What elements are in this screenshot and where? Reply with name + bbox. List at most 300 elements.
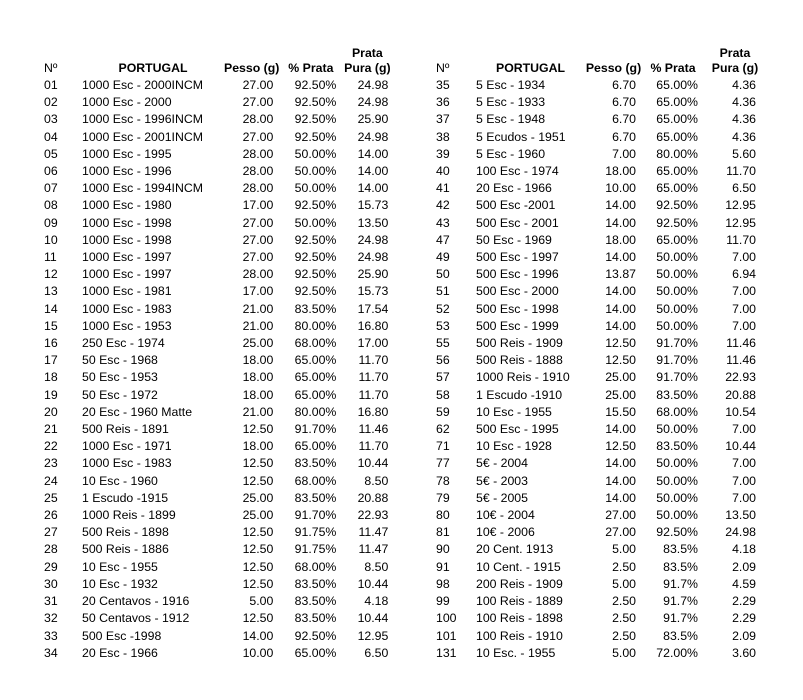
coin-number: 38 bbox=[436, 129, 450, 144]
coin-number: 10 bbox=[44, 232, 58, 247]
coin-weight: 5.00 bbox=[249, 594, 274, 609]
coin-weight: 18.00 bbox=[605, 232, 636, 247]
coin-name: 50 Esc - 1953 bbox=[82, 370, 158, 385]
coin-silver-percent: 92.50% bbox=[294, 198, 337, 213]
coin-pure-silver: 4.59 bbox=[732, 576, 756, 591]
coin-silver-percent: 83.50% bbox=[656, 439, 698, 454]
coin-silver-percent: 91.70% bbox=[656, 353, 698, 368]
coin-pure-silver: 8.50 bbox=[364, 473, 389, 488]
coin-number: 03 bbox=[44, 112, 58, 127]
coin-pure-silver: 7.00 bbox=[732, 456, 756, 471]
coin-weight: 18.00 bbox=[242, 353, 274, 368]
coin-pure-silver: 12.95 bbox=[725, 198, 756, 213]
coin-name: 1000 Reis - 1899 bbox=[82, 508, 176, 523]
table-row bbox=[436, 593, 766, 610]
table-row bbox=[436, 266, 766, 283]
coin-pure-silver: 14.00 bbox=[357, 164, 389, 179]
coin-weight: 14.00 bbox=[605, 284, 636, 299]
coin-weight: 14.00 bbox=[605, 422, 636, 437]
coin-name: 10 Esc - 1960 bbox=[82, 473, 158, 488]
coin-name: 500 Esc - 1999 bbox=[476, 318, 559, 333]
table-row bbox=[44, 610, 392, 627]
coin-silver-percent: 83.5% bbox=[663, 559, 698, 574]
coin-pure-silver: 8.50 bbox=[364, 559, 389, 574]
coin-name: 10 Esc - 1932 bbox=[82, 576, 158, 591]
table-row bbox=[436, 249, 766, 266]
coin-number: 51 bbox=[436, 284, 450, 299]
coin-silver-percent: 68.00% bbox=[294, 559, 337, 574]
coin-pure-silver: 4.36 bbox=[732, 112, 756, 127]
header-pure-silver bbox=[704, 42, 766, 77]
coin-name: 1 Escudo -1915 bbox=[82, 490, 169, 505]
coin-silver-percent: 50.00% bbox=[656, 422, 698, 437]
coin-weight: 14.00 bbox=[605, 301, 636, 316]
coin-number: 25 bbox=[44, 490, 58, 505]
coin-name: 1 Escudo -1910 bbox=[476, 387, 563, 402]
coin-silver-percent: 92.50% bbox=[656, 525, 698, 540]
coin-silver-percent: 91.70% bbox=[656, 336, 698, 351]
header-pure-silver-line2: Pura (g) bbox=[711, 61, 759, 75]
table-row bbox=[44, 232, 392, 249]
coin-number: 36 bbox=[436, 95, 450, 110]
coin-name: 10 Cent. - 1915 bbox=[476, 559, 561, 574]
coin-name: 500 Reis - 1898 bbox=[82, 525, 169, 540]
table-row bbox=[436, 576, 766, 593]
coin-name: 500 Reis - 1886 bbox=[82, 542, 169, 557]
coin-silver-percent: 92.50% bbox=[294, 267, 337, 282]
coin-number: 40 bbox=[436, 164, 450, 179]
coin-weight: 28.00 bbox=[242, 181, 274, 196]
coin-silver-percent: 83.50% bbox=[294, 456, 337, 471]
coin-weight: 18.00 bbox=[242, 370, 274, 385]
table-row bbox=[436, 438, 766, 455]
coin-number: 23 bbox=[44, 456, 58, 471]
coin-number: 52 bbox=[436, 301, 450, 316]
coin-name: 5 Esc - 1934 bbox=[476, 78, 546, 92]
coin-number: 16 bbox=[44, 336, 58, 351]
coin-name: 250 Esc - 1974 bbox=[82, 336, 165, 351]
coin-silver-percent: 65.00% bbox=[656, 164, 698, 179]
coin-table-left bbox=[44, 42, 392, 662]
table-row bbox=[44, 645, 392, 662]
coin-weight: 12.50 bbox=[605, 353, 636, 368]
coin-weight: 2.50 bbox=[612, 628, 636, 643]
coin-number: 01 bbox=[44, 78, 58, 92]
coin-silver-percent: 65.00% bbox=[294, 645, 337, 660]
coin-name: 5 Ecudos - 1951 bbox=[476, 129, 566, 144]
coin-name: 100 Reis - 1910 bbox=[476, 628, 563, 643]
coin-pure-silver: 2.09 bbox=[732, 628, 756, 643]
coin-number: 29 bbox=[44, 559, 58, 574]
coin-number: 35 bbox=[436, 78, 450, 92]
table-row bbox=[436, 610, 766, 627]
coin-pure-silver: 4.36 bbox=[732, 78, 756, 92]
coin-number: 14 bbox=[44, 301, 58, 316]
table-row bbox=[436, 318, 766, 335]
coin-weight: 27.00 bbox=[242, 250, 274, 265]
coin-silver-percent: 92.50% bbox=[294, 129, 337, 144]
coin-silver-percent: 68.00% bbox=[294, 473, 337, 488]
coin-number: 13 bbox=[44, 284, 58, 299]
table-row bbox=[44, 283, 392, 300]
coin-number: 53 bbox=[436, 318, 450, 333]
table-row bbox=[44, 146, 392, 163]
coin-weight: 25.00 bbox=[605, 387, 636, 402]
coin-pure-silver: 7.00 bbox=[732, 422, 756, 437]
coin-pure-silver: 5.60 bbox=[732, 146, 756, 161]
coin-silver-percent: 50.00% bbox=[294, 215, 337, 230]
coin-number: 27 bbox=[44, 525, 58, 540]
coin-weight: 25.00 bbox=[242, 490, 274, 505]
coin-number: 22 bbox=[44, 439, 58, 454]
coin-weight: 14.00 bbox=[605, 198, 636, 213]
coin-weight: 12.50 bbox=[242, 576, 274, 591]
coin-silver-percent: 83.50% bbox=[294, 576, 337, 591]
coin-weight: 5.00 bbox=[612, 576, 636, 591]
coin-silver-percent: 91.75% bbox=[294, 525, 337, 540]
table-row bbox=[436, 559, 766, 576]
coin-number: 12 bbox=[44, 267, 58, 282]
table-row bbox=[436, 473, 766, 490]
coin-silver-percent: 91.70% bbox=[294, 508, 337, 523]
table-row bbox=[44, 628, 392, 645]
coin-pure-silver: 4.36 bbox=[732, 129, 756, 144]
coin-pure-silver: 7.00 bbox=[732, 318, 756, 333]
coin-weight: 6.70 bbox=[612, 78, 636, 92]
coin-number: 77 bbox=[436, 456, 450, 471]
coin-silver-percent: 92.50% bbox=[294, 95, 337, 110]
coin-silver-percent: 65.00% bbox=[656, 181, 698, 196]
coin-silver-percent: 80.00% bbox=[294, 318, 337, 333]
coin-number: 09 bbox=[44, 215, 58, 230]
coin-number: 49 bbox=[436, 250, 450, 265]
coin-number: 17 bbox=[44, 353, 58, 368]
coin-pure-silver: 7.00 bbox=[732, 284, 756, 299]
coin-pure-silver: 2.29 bbox=[732, 611, 756, 626]
table-row bbox=[436, 94, 766, 111]
table-row bbox=[44, 404, 392, 421]
coin-silver-percent: 92.50% bbox=[656, 198, 698, 213]
coin-weight: 14.00 bbox=[605, 456, 636, 471]
coin-weight: 14.00 bbox=[605, 250, 636, 265]
coin-name: 1000 Esc - 2000INCM bbox=[82, 78, 203, 92]
coin-weight: 27.00 bbox=[605, 525, 636, 540]
coin-number: 24 bbox=[44, 473, 58, 488]
coin-pure-silver: 11.46 bbox=[726, 353, 756, 368]
coin-name: 1000 Esc - 2001INCM bbox=[82, 129, 203, 144]
coin-silver-percent: 91.7% bbox=[663, 594, 698, 609]
coin-name: 500 Reis - 1909 bbox=[476, 336, 563, 351]
coin-name: 500 Reis - 1888 bbox=[476, 353, 563, 368]
header-row bbox=[436, 42, 766, 77]
coin-pure-silver: 4.18 bbox=[732, 542, 756, 557]
header-pure-silver bbox=[342, 42, 392, 77]
coin-number: 06 bbox=[44, 164, 58, 179]
table-row bbox=[44, 455, 392, 472]
coin-name: 500 Esc - 1995 bbox=[476, 422, 559, 437]
table-row bbox=[44, 335, 392, 352]
table-row bbox=[44, 318, 392, 335]
coin-pure-silver: 10.44 bbox=[357, 456, 389, 471]
header-pure-silver-line1: Prata bbox=[719, 46, 751, 60]
coin-number: 26 bbox=[44, 508, 58, 523]
table-row bbox=[44, 421, 392, 438]
coin-name: 5€ - 2005 bbox=[476, 490, 528, 505]
coin-pure-silver: 11.46 bbox=[358, 422, 389, 437]
coin-weight: 12.50 bbox=[242, 456, 274, 471]
coin-name: 50 Esc - 1972 bbox=[82, 387, 158, 402]
coin-number: 34 bbox=[44, 645, 58, 660]
coin-pure-silver: 24.98 bbox=[357, 129, 389, 144]
coin-name: 100 Esc - 1974 bbox=[476, 164, 559, 179]
coin-weight: 14.00 bbox=[605, 490, 636, 505]
coin-pure-silver: 16.80 bbox=[357, 318, 389, 333]
coin-weight: 21.00 bbox=[242, 404, 274, 419]
coin-number: 81 bbox=[436, 525, 450, 540]
coin-number: 79 bbox=[436, 490, 450, 505]
coin-pure-silver: 11.70 bbox=[726, 164, 756, 179]
coin-name: 50 Esc - 1968 bbox=[82, 353, 158, 368]
table-row bbox=[436, 146, 766, 163]
header-silver-percent: % Prata bbox=[650, 61, 696, 75]
coin-pure-silver: 20.88 bbox=[357, 490, 389, 505]
coin-weight: 14.00 bbox=[242, 628, 274, 643]
coin-weight: 5.00 bbox=[612, 542, 636, 557]
coin-weight: 28.00 bbox=[242, 164, 274, 179]
table-row bbox=[436, 215, 766, 232]
coin-pure-silver: 11.47 bbox=[358, 542, 389, 557]
coin-pure-silver: 6.50 bbox=[732, 181, 756, 196]
table-row bbox=[44, 369, 392, 386]
coin-pure-silver: 4.18 bbox=[364, 594, 389, 609]
table-row bbox=[44, 249, 392, 266]
table-row bbox=[436, 197, 766, 214]
coin-name: 500 Esc - 2000 bbox=[476, 284, 559, 299]
coin-weight: 15.50 bbox=[605, 404, 636, 419]
coin-number: 28 bbox=[44, 542, 58, 557]
coin-silver-percent: 50.00% bbox=[656, 284, 698, 299]
coin-pure-silver: 24.98 bbox=[725, 525, 756, 540]
coin-silver-percent: 91.75% bbox=[294, 542, 337, 557]
coin-weight: 12.50 bbox=[242, 473, 274, 488]
header-number: Nº bbox=[44, 61, 58, 75]
coin-weight: 12.50 bbox=[242, 542, 274, 557]
coin-name: 500 Esc - 1997 bbox=[476, 250, 559, 265]
coin-number: 41 bbox=[436, 181, 450, 196]
coin-weight: 18.00 bbox=[242, 387, 274, 402]
table-row bbox=[436, 77, 766, 94]
coin-pure-silver: 24.98 bbox=[357, 250, 389, 265]
coin-pure-silver: 24.98 bbox=[357, 95, 389, 110]
coin-pure-silver: 7.00 bbox=[732, 250, 756, 265]
coin-weight: 18.00 bbox=[605, 164, 636, 179]
table-row bbox=[44, 559, 392, 576]
table-row bbox=[44, 576, 392, 593]
coin-number: 58 bbox=[436, 387, 450, 402]
coin-pure-silver: 6.94 bbox=[732, 267, 756, 282]
coin-name: 1000 Esc - 1983 bbox=[82, 301, 172, 316]
coin-pure-silver: 11.70 bbox=[358, 370, 389, 385]
coin-weight: 27.00 bbox=[242, 129, 274, 144]
coin-name: 5 Esc - 1960 bbox=[476, 146, 546, 161]
coin-weight: 17.00 bbox=[242, 284, 274, 299]
coin-name: 10 Esc - 1928 bbox=[476, 439, 552, 454]
coin-table-right bbox=[436, 42, 766, 662]
coin-number: 99 bbox=[436, 594, 450, 609]
coin-weight: 18.00 bbox=[242, 439, 274, 454]
coin-number: 18 bbox=[44, 370, 58, 385]
coin-pure-silver: 11.70 bbox=[726, 232, 756, 247]
table-row bbox=[436, 541, 766, 558]
coin-name: 10 Esc - 1955 bbox=[476, 404, 552, 419]
coin-silver-percent: 50.00% bbox=[656, 508, 698, 523]
coin-name: 500 Esc -2001 bbox=[476, 198, 556, 213]
coin-silver-percent: 50.00% bbox=[656, 301, 698, 316]
header-row bbox=[44, 42, 392, 77]
coin-weight: 28.00 bbox=[242, 112, 274, 127]
coin-pure-silver: 10.44 bbox=[357, 611, 389, 626]
coin-name: 1000 Esc - 1997 bbox=[82, 250, 172, 265]
table-row bbox=[44, 180, 392, 197]
coin-silver-percent: 50.00% bbox=[656, 250, 698, 265]
coin-silver-percent: 91.7% bbox=[663, 576, 698, 591]
coin-number: 90 bbox=[436, 542, 450, 557]
coin-number: 43 bbox=[436, 215, 450, 230]
coin-silver-percent: 91.7% bbox=[663, 611, 698, 626]
coin-number: 30 bbox=[44, 576, 58, 591]
coin-pure-silver: 14.00 bbox=[357, 181, 389, 196]
table-row bbox=[44, 266, 392, 283]
table-row bbox=[436, 404, 766, 421]
coin-weight: 14.00 bbox=[605, 318, 636, 333]
coin-pure-silver: 10.44 bbox=[725, 439, 756, 454]
table-row bbox=[44, 352, 392, 369]
coin-weight: 6.70 bbox=[612, 95, 636, 110]
coin-silver-percent: 65.00% bbox=[294, 353, 337, 368]
coin-name: 10 Esc - 1955 bbox=[82, 559, 158, 574]
coin-silver-percent: 50.00% bbox=[294, 164, 337, 179]
header-country: PORTUGAL bbox=[118, 61, 188, 75]
coin-weight: 2.50 bbox=[612, 594, 636, 609]
table-row bbox=[44, 593, 392, 610]
coin-number: 57 bbox=[436, 370, 450, 385]
coin-number: 62 bbox=[436, 422, 450, 437]
coin-weight: 21.00 bbox=[242, 301, 274, 316]
coin-number: 21 bbox=[44, 422, 58, 437]
coin-name: 1000 Esc - 1997 bbox=[82, 267, 172, 282]
coin-name: 1000 Esc - 1998 bbox=[82, 232, 172, 247]
coin-silver-percent: 65.00% bbox=[294, 387, 337, 402]
coin-silver-percent: 50.00% bbox=[656, 473, 698, 488]
coin-weight: 27.00 bbox=[242, 232, 274, 247]
coin-number: 20 bbox=[44, 404, 58, 419]
coin-silver-percent: 92.50% bbox=[294, 112, 337, 127]
coin-pure-silver: 25.90 bbox=[357, 112, 389, 127]
coin-pure-silver: 15.73 bbox=[357, 198, 389, 213]
coin-pure-silver: 11.70 bbox=[358, 387, 389, 402]
coin-silver-percent: 50.00% bbox=[656, 490, 698, 505]
table-row bbox=[44, 77, 392, 94]
coin-pure-silver: 15.73 bbox=[357, 284, 389, 299]
header-pure-silver-line2: Pura (g) bbox=[344, 61, 391, 75]
coin-number: 37 bbox=[436, 112, 450, 127]
table-row bbox=[436, 232, 766, 249]
coin-silver-percent: 72.00% bbox=[656, 645, 698, 660]
coin-weight: 6.70 bbox=[612, 112, 636, 127]
coin-number: 100 bbox=[436, 611, 457, 626]
coin-silver-percent: 50.00% bbox=[656, 318, 698, 333]
coin-weight: 10.00 bbox=[242, 645, 274, 660]
coin-pure-silver: 7.00 bbox=[732, 490, 756, 505]
coin-name: 100 Reis - 1889 bbox=[476, 594, 563, 609]
coin-number: 80 bbox=[436, 508, 450, 523]
coin-number: 11 bbox=[44, 250, 57, 265]
header-silver-percent: % Prata bbox=[288, 61, 334, 75]
coin-number: 59 bbox=[436, 404, 450, 419]
coin-weight: 2.50 bbox=[612, 611, 636, 626]
table-row bbox=[436, 163, 766, 180]
coin-silver-percent: 92.50% bbox=[294, 284, 337, 299]
table-row bbox=[44, 163, 392, 180]
coin-silver-percent: 50.00% bbox=[656, 456, 698, 471]
coin-pure-silver: 11.70 bbox=[358, 353, 389, 368]
coin-number: 42 bbox=[436, 198, 450, 213]
coin-weight: 7.00 bbox=[612, 146, 636, 161]
coin-name: 20 Esc - 1966 bbox=[476, 181, 552, 196]
coin-weight: 25.00 bbox=[242, 336, 274, 351]
coin-pure-silver: 11.46 bbox=[726, 336, 756, 351]
coin-name: 1000 Esc - 1981 bbox=[82, 284, 172, 299]
coin-weight: 28.00 bbox=[242, 146, 274, 161]
coin-name: 500 Esc -1998 bbox=[82, 628, 162, 643]
coin-number: 56 bbox=[436, 353, 450, 368]
coin-silver-percent: 92.50% bbox=[294, 232, 337, 247]
coin-name: 1000 Esc - 1996INCM bbox=[82, 112, 203, 127]
coin-number: 08 bbox=[44, 198, 58, 213]
coin-weight: 5.00 bbox=[612, 645, 636, 660]
coin-number: 78 bbox=[436, 473, 450, 488]
coin-silver-percent: 83.5% bbox=[663, 628, 698, 643]
table-row bbox=[436, 335, 766, 352]
coin-silver-percent: 91.70% bbox=[294, 422, 337, 437]
coin-number: 02 bbox=[44, 95, 58, 110]
coin-pure-silver: 13.50 bbox=[725, 508, 756, 523]
coin-name: 5€ - 2004 bbox=[476, 456, 528, 471]
coin-weight: 6.70 bbox=[612, 129, 636, 144]
coin-name: 50 Esc - 1969 bbox=[476, 232, 552, 247]
coin-number: 19 bbox=[44, 387, 58, 402]
coin-number: 71 bbox=[436, 439, 450, 454]
table-row bbox=[436, 129, 766, 146]
table-row bbox=[436, 524, 766, 541]
coin-silver-percent: 65.00% bbox=[656, 129, 698, 144]
coin-weight: 25.00 bbox=[242, 508, 274, 523]
coin-silver-percent: 68.00% bbox=[656, 404, 698, 419]
table-row bbox=[44, 94, 392, 111]
coin-pure-silver: 24.98 bbox=[357, 78, 389, 92]
table-row bbox=[436, 180, 766, 197]
coin-pure-silver: 2.29 bbox=[732, 594, 756, 609]
coin-name: 1000 Esc - 1996 bbox=[82, 164, 172, 179]
coin-silver-percent: 50.00% bbox=[294, 146, 337, 161]
coin-pure-silver: 17.54 bbox=[357, 301, 389, 316]
coin-silver-percent: 83.5% bbox=[663, 542, 698, 557]
coin-weight: 12.50 bbox=[242, 559, 274, 574]
table-row bbox=[44, 387, 392, 404]
coin-silver-percent: 80.00% bbox=[294, 404, 337, 419]
coin-number: 50 bbox=[436, 267, 450, 282]
coin-weight: 10.00 bbox=[605, 181, 636, 196]
